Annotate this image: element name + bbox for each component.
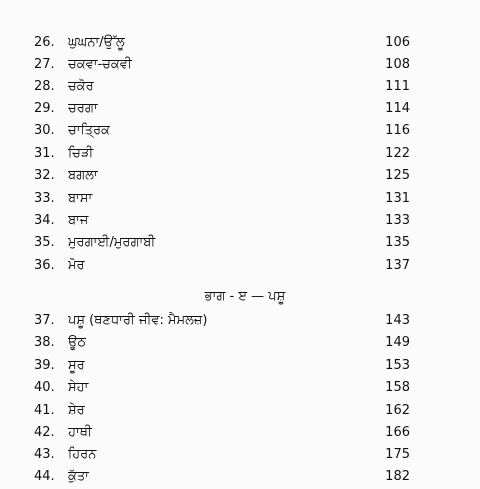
entry-title: ਹਿਰਨ — [68, 447, 97, 462]
entry-number: 42. — [34, 425, 55, 440]
entry-title: ਸੇਹਾ — [68, 380, 89, 395]
entry-page-number: 137 — [385, 258, 410, 273]
entry-page-number: 125 — [385, 168, 410, 183]
entry-title: ਸੂਰ — [68, 358, 85, 373]
entry-number: 35. — [34, 235, 55, 250]
entry-number: 38. — [34, 335, 55, 350]
contents-row — [34, 399, 410, 423]
contents-row — [34, 75, 410, 99]
entry-page-number: 133 — [385, 213, 410, 228]
contents-row — [34, 231, 410, 255]
entry-title: ਚਿੜੀ — [68, 146, 94, 161]
contents-row — [34, 354, 410, 378]
entry-page-number: 114 — [385, 101, 410, 116]
entry-page-number: 111 — [385, 79, 410, 94]
entry-number: 36. — [34, 258, 55, 273]
entry-title: ਕੁੱਤਾ — [68, 469, 89, 484]
entry-title: ਸ਼ੇਰ — [68, 403, 85, 418]
entry-number: 34. — [34, 213, 55, 228]
contents-row — [34, 31, 410, 55]
contents-row — [34, 443, 410, 467]
entry-title: ਪਸ਼ੂ (ਥਣਧਾਰੀ ਜੀਵ: ਮੈਮਲਜ਼) — [68, 313, 208, 328]
contents-row — [34, 376, 410, 400]
entry-page-number: 162 — [385, 403, 410, 418]
contents-row — [34, 187, 410, 211]
entry-title: ਚਕਵਾ-ਚਕਵੀ — [68, 57, 132, 72]
contents-row — [34, 142, 410, 166]
entry-title: ਮੁਰਗਾਈ/ਮੁਰਗਾਬੀ — [68, 235, 156, 250]
entry-title: ਚਾਤ੍ਰਿਕ — [68, 123, 110, 138]
contents-row — [34, 254, 410, 278]
entry-page-number: 116 — [385, 123, 410, 138]
entry-number: 32. — [34, 168, 55, 183]
contents-row — [34, 465, 410, 489]
entry-title: ਮੋਰ — [68, 258, 85, 273]
entry-page-number: 153 — [385, 358, 410, 373]
entry-number: 37. — [34, 313, 55, 328]
entry-page-number: 122 — [385, 146, 410, 161]
entry-number: 33. — [34, 191, 55, 206]
contents-row — [34, 331, 410, 355]
entry-number: 31. — [34, 146, 55, 161]
entry-page-number: 166 — [385, 425, 410, 440]
entry-number: 39. — [34, 358, 55, 373]
entry-number: 40. — [34, 380, 55, 395]
contents-row — [34, 164, 410, 188]
entry-number: 28. — [34, 79, 55, 94]
entry-title: ਹਾਥੀ — [68, 425, 92, 440]
contents-row — [34, 119, 410, 143]
entry-page-number: 143 — [385, 313, 410, 328]
section-heading: ਭਾਗ - ੲ — ਪਸ਼ੂ — [204, 289, 286, 304]
entry-number: 27. — [34, 57, 55, 72]
contents-row — [34, 53, 410, 77]
contents-row — [34, 97, 410, 121]
entry-page-number: 106 — [385, 35, 410, 50]
entry-number: 43. — [34, 447, 55, 462]
entry-page-number: 108 — [385, 57, 410, 72]
entry-page-number: 149 — [385, 335, 410, 350]
entry-number: 30. — [34, 123, 55, 138]
entry-title: ਬਾਸਾ — [68, 191, 93, 206]
entry-title: ਚਕੋਰ — [68, 79, 94, 94]
entry-number: 44. — [34, 469, 55, 484]
entry-number: 26. — [34, 35, 55, 50]
entry-page-number: 175 — [385, 447, 410, 462]
entry-page-number: 135 — [385, 235, 410, 250]
entry-title: ਊਠ — [68, 335, 86, 350]
entry-title: ਘੁਘਨਾ/ਉੱਲੂ — [68, 35, 125, 50]
entry-title: ਚਰਗਾ — [68, 101, 98, 116]
entry-title: ਬਗਲਾ — [68, 168, 98, 183]
entry-page-number: 158 — [385, 380, 410, 395]
entry-page-number: 182 — [385, 469, 410, 484]
entry-number: 41. — [34, 403, 55, 418]
contents-row — [34, 421, 410, 445]
entry-page-number: 131 — [385, 191, 410, 206]
entry-number: 29. — [34, 101, 55, 116]
contents-row — [34, 209, 410, 233]
contents-row — [34, 309, 410, 333]
entry-title: ਬਾਜ — [68, 213, 89, 228]
